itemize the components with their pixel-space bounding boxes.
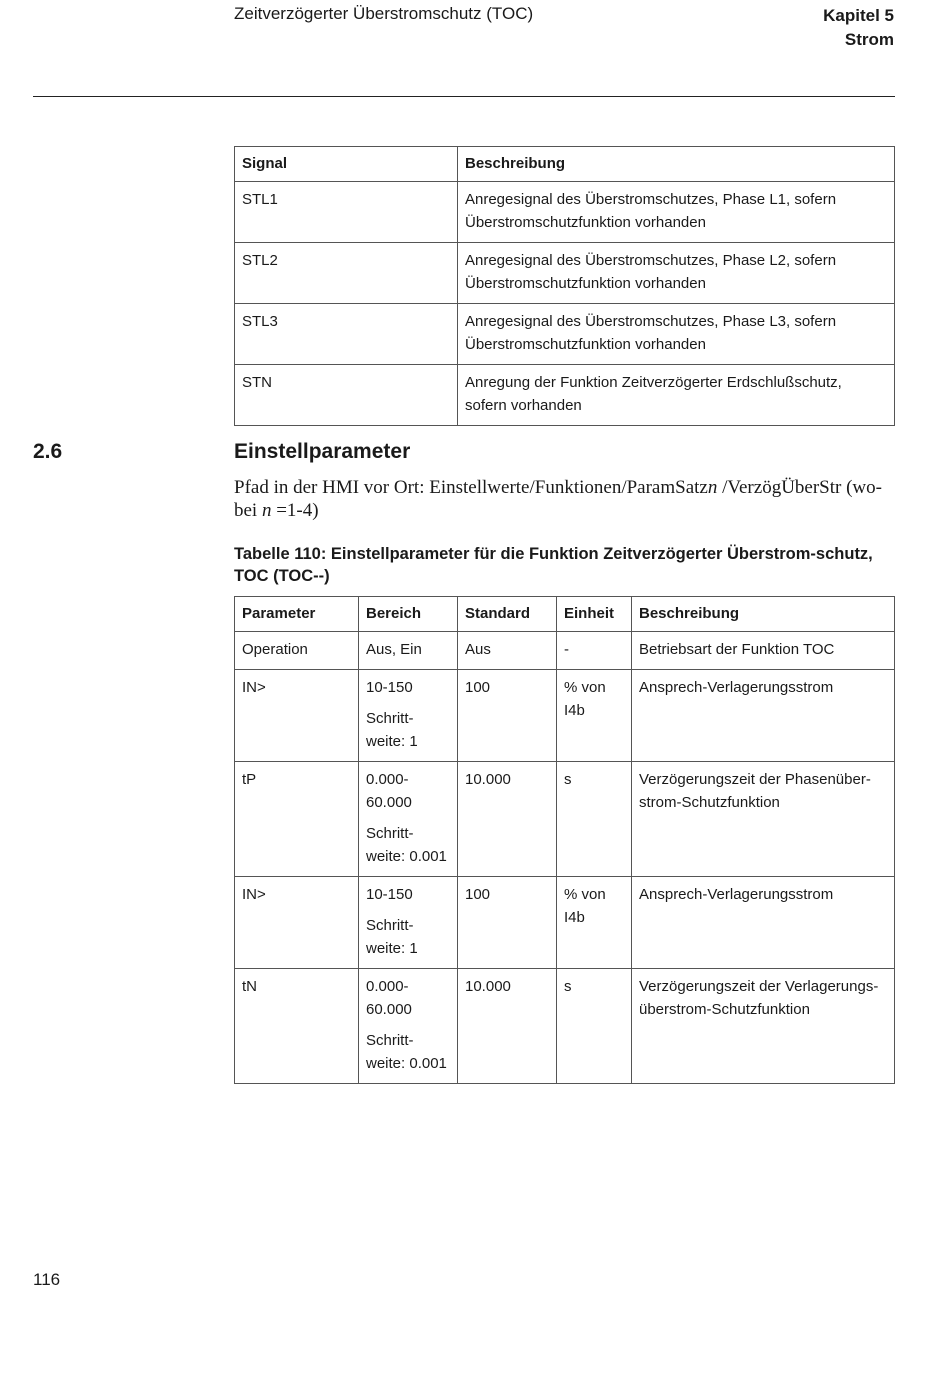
range-value: 0.000-60.000 [366, 771, 412, 811]
param-range [359, 632, 458, 670]
column-header: Einheit [557, 597, 632, 632]
param-description: Ansprech-Verlagerungsstrom [632, 877, 895, 969]
param-unit: - [557, 632, 632, 670]
param-name: IN> [235, 670, 359, 762]
section-number: 2.6 [33, 440, 63, 463]
range-value: 10-150 [366, 679, 413, 696]
table-row [235, 243, 895, 304]
signal-name: STL1 [235, 182, 458, 243]
running-header-title: Zeitverzögerter Überstromschutz (TOC) [234, 4, 534, 23]
signal-name: STL2 [235, 243, 458, 304]
column-header: Parameter [235, 597, 359, 632]
table-row [235, 877, 895, 969]
param-description: Verzögerungszeit der Phasenüber-strom-Schutzfunktion [632, 762, 895, 877]
range-step: Schritt-weite: 0.001 [366, 1032, 447, 1072]
signal-description: Anregesignal des Überstromschutzes, Phase L1, sofern Überstromschutzfunktion vorhanden [458, 182, 895, 243]
page-number: 116 [33, 1270, 61, 1289]
table-row [235, 304, 895, 365]
param-range [359, 762, 458, 877]
hmi-path-prefix: Pfad in der HMI vor Ort: Einstellwerte/Funktionen/ParamSatz [234, 477, 708, 498]
param-unit: s [557, 969, 632, 1084]
column-header: Standard [458, 597, 557, 632]
table-row [235, 670, 895, 762]
range-step: Schritt-weite: 0.001 [366, 825, 447, 865]
param-default: Aus [458, 632, 557, 670]
column-header: Beschreibung [632, 597, 895, 632]
param-description: Ansprech-Verlagerungsstrom [632, 670, 895, 762]
column-header: Signal [235, 147, 458, 182]
param-name: IN> [235, 877, 359, 969]
table-row [235, 182, 895, 243]
param-range [359, 877, 458, 969]
header-rule [33, 96, 895, 97]
param-default: 10.000 [458, 969, 557, 1084]
signal-name: STN [235, 365, 458, 426]
table-caption: Tabelle 110: Einstellparameter für die Funktion Zeitverzögerter Überstrom-schutz, TOC (TOC--) [234, 545, 873, 585]
table-row [235, 969, 895, 1084]
hmi-path-mid: /VerzögÜberStr (wo-bei [234, 477, 882, 521]
column-header: Beschreibung [458, 147, 895, 182]
table-header-row [235, 147, 895, 182]
range-value: Aus, Ein [366, 641, 422, 658]
range-value: 10-150 [366, 886, 413, 903]
signal-description: Anregesignal des Überstromschutzes, Phase L3, sofern Überstromschutzfunktion vorhanden [458, 304, 895, 365]
param-name: tN [235, 969, 359, 1084]
signal-description: Anregung der Funktion Zeitverzögerter Erdschlußschutz, sofern vorhanden [458, 365, 895, 426]
range-value: 0.000-60.000 [366, 978, 412, 1018]
hmi-path-variable: n [261, 500, 272, 521]
param-description: Betriebsart der Funktion TOC [632, 632, 895, 670]
column-header: Bereich [359, 597, 458, 632]
param-name: tP [235, 762, 359, 877]
signal-description: Anregesignal des Überstromschutzes, Phase L2, sofern Überstromschutzfunktion vorhanden [458, 243, 895, 304]
table-row [235, 632, 895, 670]
param-default: 10.000 [458, 762, 557, 877]
param-default: 100 [458, 670, 557, 762]
param-description: Verzögerungszeit der Verlagerungs-überstrom-Schutzfunktion [632, 969, 895, 1084]
param-range [359, 670, 458, 762]
param-name: Operation [235, 632, 359, 670]
range-step: Schritt-weite: 1 [366, 710, 418, 750]
hmi-path [234, 476, 894, 522]
param-unit: s [557, 762, 632, 877]
table-row [235, 762, 895, 877]
param-default: 100 [458, 877, 557, 969]
chapter-number: Kapitel 5 [823, 6, 894, 25]
param-unit: % von I4b [557, 877, 632, 969]
range-step: Schritt-weite: 1 [366, 917, 418, 957]
running-header-chapter [823, 4, 894, 52]
table-row [235, 365, 895, 426]
signal-name: STL3 [235, 304, 458, 365]
table-header-row [235, 597, 895, 632]
param-range [359, 969, 458, 1084]
hmi-path-variable: n [707, 477, 718, 498]
parameter-table [234, 596, 895, 1084]
section-title: Einstellparameter [234, 440, 411, 463]
chapter-title: Strom [844, 30, 894, 49]
param-unit: % von I4b [557, 670, 632, 762]
hmi-path-suffix: =1-4) [271, 500, 319, 521]
signal-table [234, 146, 895, 426]
